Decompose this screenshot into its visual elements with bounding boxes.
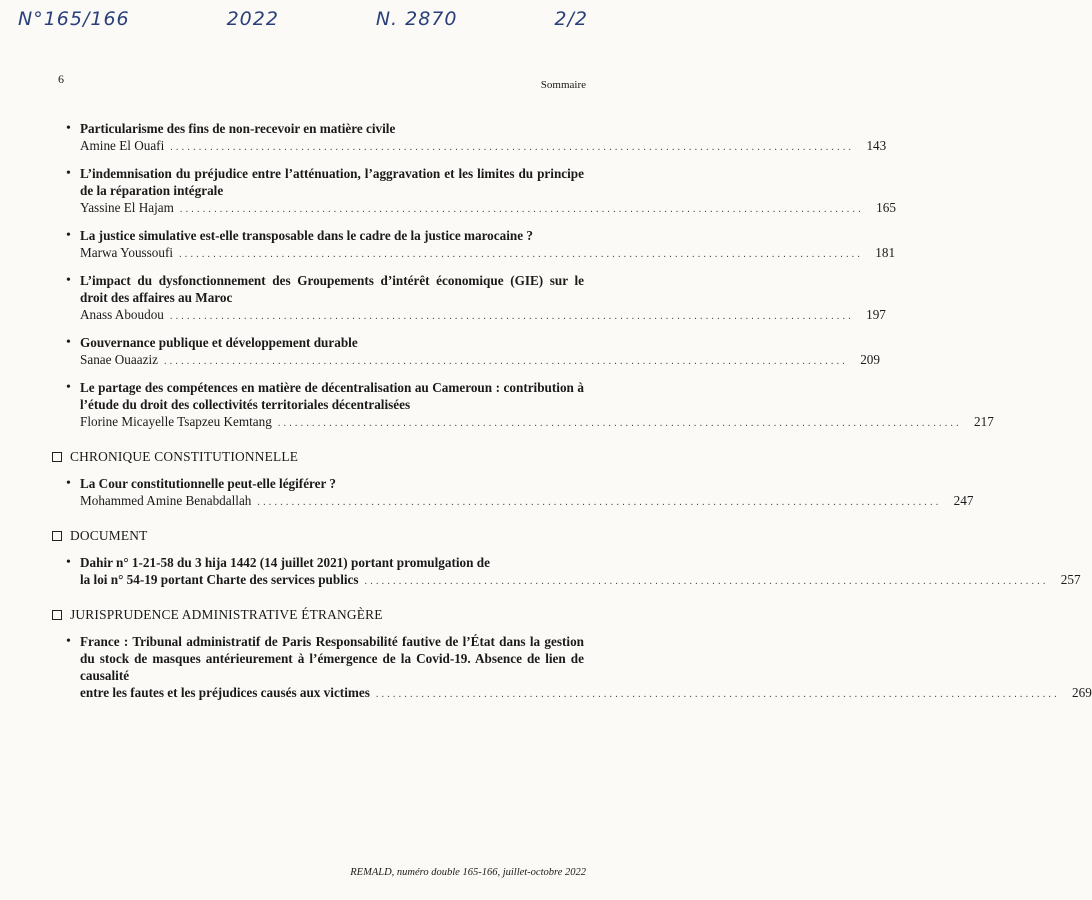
- page-number: 6: [58, 72, 64, 86]
- dot-leader: ........................................................................................................................: [169, 311, 854, 322]
- entry-line: [80, 413, 994, 433]
- dot-leader: ........................................................................................................................: [375, 689, 1060, 700]
- toc-entry: [64, 334, 880, 371]
- entry-title: Le partage des compétences en matière de décentralisation au Cameroun : contribution à l’étude du droit des collectivités territoriales décentralisées: [80, 380, 584, 412]
- dot-leader: ........................................................................................................................: [364, 576, 1049, 587]
- toc-entry: [64, 272, 886, 326]
- dot-leader: ........................................................................................................................: [170, 142, 855, 153]
- entry-page-number: 181: [875, 245, 896, 260]
- entry-page-number: 247: [953, 493, 974, 508]
- dot-leader: ........................................................................................................................: [179, 204, 864, 215]
- entry-title: La Cour constitutionnelle peut-elle légiférer ?: [80, 476, 337, 491]
- entry-author: Sanae Ouaaziz: [80, 352, 158, 367]
- entry-line: [80, 199, 896, 219]
- bullet-icon: •: [66, 380, 71, 395]
- section-title: CHRONIQUE CONSTITUTIONNELLE: [70, 449, 299, 464]
- entry-line: [80, 684, 1092, 704]
- entry-page-number: 217: [974, 414, 994, 429]
- dot-leader: ........................................................................................................................: [257, 497, 942, 508]
- entry-title: France : Tribunal administratif de Paris Responsabilité fautive de l’État dans la gestion du stock de masques antérieurement à l’émergence de la Covid-19. Absence de lien de causalité: [80, 634, 584, 683]
- bullet-icon: •: [66, 273, 71, 288]
- toc-entry: [64, 227, 896, 264]
- footer: REMALD, numéro double 165-166, juillet-octobre 2022: [350, 867, 586, 878]
- entry-line: [80, 351, 880, 371]
- entry-title: Particularisme des fins de non-recevoir en matière civile: [80, 121, 396, 136]
- dot-leader: ........................................................................................................................: [163, 356, 848, 367]
- handwritten-number: N°165/166: [18, 8, 130, 30]
- handwritten-fraction: 2/2: [554, 8, 588, 30]
- entry-author: Yassine El Hajam: [80, 200, 174, 215]
- entry-author: Anass Aboudou: [80, 307, 164, 322]
- dot-leader: ........................................................................................................................: [179, 249, 864, 260]
- toc-entry: [64, 120, 887, 157]
- entry-title-tail: entre les fautes et les préjudices causés aux victimes: [80, 685, 370, 700]
- checkbox-square-icon: [52, 531, 62, 541]
- entry-page-number: 197: [866, 307, 886, 322]
- entry-line: [80, 244, 896, 264]
- entry-author: Florine Micayelle Tsapzeu Kemtang: [80, 414, 272, 429]
- checkbox-square-icon: [52, 452, 62, 462]
- entry-author: Amine El Ouafi: [80, 138, 165, 153]
- entry-author: Mohammed Amine Benabdallah: [80, 493, 252, 508]
- section-heading: [52, 449, 584, 465]
- entry-page-number: 269: [1072, 685, 1092, 700]
- toc-entry: [64, 554, 1081, 591]
- toc-entry: [64, 379, 994, 433]
- entry-title: L’impact du dysfonctionnement des Groupements d’intérêt économique (GIE) sur le droit des affaires au Maroc: [80, 273, 584, 305]
- handwritten-annotation: [18, 8, 588, 30]
- entry-title: L’indemnisation du préjudice entre l’atténuation, l’aggravation et les limites du principe de la réparation intégrale: [80, 166, 584, 198]
- checkbox-square-icon: [52, 610, 62, 620]
- entry-line: [80, 492, 974, 512]
- handwritten-reference: N. 2870: [375, 8, 458, 30]
- bullet-icon: •: [66, 335, 71, 350]
- bullet-icon: •: [66, 555, 71, 570]
- entry-page-number: 209: [860, 352, 880, 367]
- entry-page-number: 165: [876, 200, 896, 215]
- bullet-icon: •: [66, 121, 71, 136]
- table-of-contents: [64, 120, 1092, 712]
- handwritten-year: 2022: [226, 8, 279, 30]
- bullet-icon: •: [66, 476, 71, 491]
- entry-title: Gouvernance publique et développement durable: [80, 335, 358, 350]
- bullet-icon: •: [66, 166, 71, 181]
- entry-line: [80, 137, 887, 157]
- section-heading: [52, 607, 584, 623]
- entry-line: [80, 571, 1081, 591]
- entry-line: [80, 306, 886, 326]
- section-heading: [52, 528, 584, 544]
- entry-title: La justice simulative est-elle transposable dans le cadre de la justice marocaine ?: [80, 228, 533, 243]
- toc-entry: [64, 633, 1092, 704]
- entry-page-number: 257: [1060, 572, 1081, 587]
- running-header: Sommaire: [540, 79, 586, 91]
- section-title: JURISPRUDENCE ADMINISTRATIVE ÉTRANGÈRE: [70, 607, 383, 622]
- entry-page-number: 143: [866, 138, 887, 153]
- dot-leader: ........................................................................................................................: [277, 418, 962, 429]
- toc-entry: [64, 165, 896, 219]
- bullet-icon: •: [66, 228, 71, 243]
- entry-title: Dahir n° 1-21-58 du 3 hija 1442 (14 juillet 2021) portant promulgation de: [80, 555, 490, 570]
- entry-author: Marwa Youssoufi: [80, 245, 174, 260]
- bullet-icon: •: [66, 634, 71, 649]
- section-title: DOCUMENT: [70, 528, 148, 543]
- toc-entry: [64, 475, 974, 512]
- entry-title-tail: la loi n° 54-19 portant Charte des services publics: [80, 572, 359, 587]
